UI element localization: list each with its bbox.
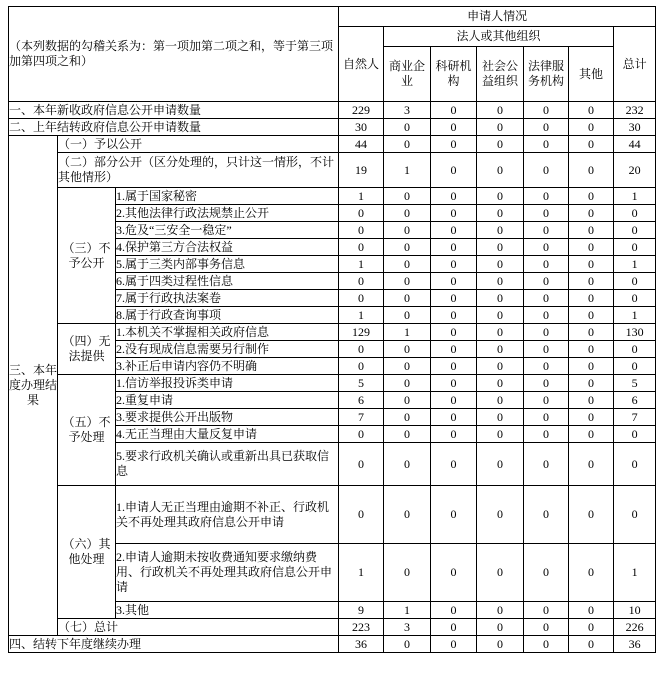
cell-value: 0 xyxy=(431,409,477,426)
cell-value: 0 xyxy=(431,341,477,358)
cell-value: 223 xyxy=(339,619,384,636)
cell-value: 0 xyxy=(524,153,569,188)
cell-value: 0 xyxy=(477,188,524,205)
cell-value: 0 xyxy=(569,273,614,290)
cell-value: 0 xyxy=(614,222,656,239)
cell-value: 0 xyxy=(431,486,477,544)
cell-value: 0 xyxy=(384,375,431,392)
cell-value: 0 xyxy=(614,205,656,222)
row-label-item: 1.申请人无正当理由逾期不补正、行政机关不再处理其政府信息公开申请 xyxy=(116,486,339,544)
header-legal-group: 法人或其他组织 xyxy=(384,27,614,47)
table-row xyxy=(9,636,656,653)
row-label-item: 2.其他法律行政法规禁止公开 xyxy=(116,205,339,222)
cell-value: 0 xyxy=(384,409,431,426)
cell-value: 7 xyxy=(339,409,384,426)
header-total: 总计 xyxy=(614,27,656,102)
cell-value: 0 xyxy=(569,636,614,653)
row-label-item: 1.本机关不掌握相关政府信息 xyxy=(116,324,339,341)
cell-value: 0 xyxy=(477,358,524,375)
cell-value: 0 xyxy=(384,544,431,602)
cell-value: 0 xyxy=(477,222,524,239)
cell-value: 0 xyxy=(431,290,477,307)
header-commercial: 商业企业 xyxy=(384,47,431,102)
cell-value: 0 xyxy=(614,341,656,358)
cell-value: 0 xyxy=(431,222,477,239)
cell-value: 0 xyxy=(384,222,431,239)
cell-value: 0 xyxy=(524,222,569,239)
cell-value: 0 xyxy=(614,443,656,486)
row-label-g6: （六）其他处理 xyxy=(58,486,116,619)
cell-value: 0 xyxy=(524,486,569,544)
cell-value: 0 xyxy=(524,409,569,426)
cell-value: 0 xyxy=(524,188,569,205)
cell-value: 0 xyxy=(569,619,614,636)
table-header-row-1 xyxy=(9,7,656,27)
table-row xyxy=(9,119,656,136)
header-research: 科研机构 xyxy=(431,47,477,102)
cell-value: 0 xyxy=(384,307,431,324)
cell-value: 6 xyxy=(614,392,656,409)
cell-value: 0 xyxy=(384,205,431,222)
cell-value: 0 xyxy=(431,324,477,341)
cell-value: 0 xyxy=(384,273,431,290)
row-label-g4: （四）无法提供 xyxy=(58,324,116,375)
cell-value: 0 xyxy=(569,102,614,119)
cell-value: 0 xyxy=(384,188,431,205)
cell-value: 0 xyxy=(431,619,477,636)
cell-value: 0 xyxy=(384,290,431,307)
cell-value: 0 xyxy=(431,119,477,136)
row-label-item: 3.要求提供公开出版物 xyxy=(116,409,339,426)
row-label-item: 2.没有现成信息需要另行制作 xyxy=(116,341,339,358)
cell-value: 0 xyxy=(384,392,431,409)
cell-value: 1 xyxy=(339,544,384,602)
row-label-item: 3.其他 xyxy=(116,602,339,619)
cell-value: 0 xyxy=(339,222,384,239)
gov-info-disclosure-table xyxy=(8,6,656,653)
cell-value: 0 xyxy=(477,636,524,653)
cell-value: 0 xyxy=(431,602,477,619)
cell-value: 0 xyxy=(524,324,569,341)
row-label-new-received: 一、本年新收政府信息公开申请数量 xyxy=(9,102,339,119)
cell-value: 7 xyxy=(614,409,656,426)
cell-value: 0 xyxy=(477,290,524,307)
table-row xyxy=(9,102,656,119)
cell-value: 1 xyxy=(339,188,384,205)
cell-value: 0 xyxy=(339,239,384,256)
cell-value: 0 xyxy=(384,256,431,273)
cell-value: 0 xyxy=(431,358,477,375)
cell-value: 0 xyxy=(431,375,477,392)
cell-value: 30 xyxy=(339,119,384,136)
cell-value: 0 xyxy=(477,341,524,358)
cell-value: 0 xyxy=(431,188,477,205)
cell-value: 0 xyxy=(569,392,614,409)
cell-value: 10 xyxy=(614,602,656,619)
cell-value: 36 xyxy=(614,636,656,653)
cell-value: 0 xyxy=(384,136,431,153)
cell-value: 0 xyxy=(524,544,569,602)
cell-value: 0 xyxy=(477,409,524,426)
cell-value: 0 xyxy=(477,324,524,341)
cell-value: 0 xyxy=(384,341,431,358)
cell-value: 0 xyxy=(524,119,569,136)
cell-value: 232 xyxy=(614,102,656,119)
cell-value: 0 xyxy=(477,375,524,392)
cell-value: 0 xyxy=(384,119,431,136)
row-label-item: 2.申请人逾期未按收费通知要求缴纳费用、行政机关不再处理其政府信息公开申请 xyxy=(116,544,339,602)
cell-value: 0 xyxy=(524,290,569,307)
cell-value: 0 xyxy=(431,256,477,273)
row-label-item: 5.属于三类内部事务信息 xyxy=(116,256,339,273)
row-label-item: 6.属于四类过程性信息 xyxy=(116,273,339,290)
cell-value: 0 xyxy=(339,486,384,544)
cell-value: 0 xyxy=(477,486,524,544)
cell-value: 0 xyxy=(524,256,569,273)
cell-value: 0 xyxy=(569,307,614,324)
row-label-g7: （七）总计 xyxy=(58,619,339,636)
cell-value: 0 xyxy=(477,256,524,273)
cell-value: 0 xyxy=(569,544,614,602)
cell-value: 0 xyxy=(569,188,614,205)
table-row xyxy=(9,375,656,392)
cell-value: 1 xyxy=(384,602,431,619)
row-label-item: 5.要求行政机关确认或重新出具已获取信息 xyxy=(116,443,339,486)
cell-value: 0 xyxy=(524,239,569,256)
cell-value: 0 xyxy=(569,205,614,222)
cell-value: 3 xyxy=(384,102,431,119)
header-other: 其他 xyxy=(569,47,614,102)
cell-value: 0 xyxy=(431,307,477,324)
cell-value: 226 xyxy=(614,619,656,636)
cell-value: 0 xyxy=(384,636,431,653)
cell-value: 3 xyxy=(384,619,431,636)
cell-value: 0 xyxy=(477,239,524,256)
row-label-item: 8.属于行政查询事项 xyxy=(116,307,339,324)
cell-value: 0 xyxy=(431,273,477,290)
header-natural-person: 自然人 xyxy=(339,27,384,102)
cell-value: 0 xyxy=(569,222,614,239)
cell-value: 0 xyxy=(524,273,569,290)
row-label-item: 2.重复申请 xyxy=(116,392,339,409)
cell-value: 0 xyxy=(384,239,431,256)
cell-value: 0 xyxy=(524,619,569,636)
table-row xyxy=(9,324,656,341)
cell-value: 0 xyxy=(569,443,614,486)
cell-value: 1 xyxy=(339,256,384,273)
cell-value: 0 xyxy=(339,341,384,358)
cell-value: 0 xyxy=(477,153,524,188)
cell-value: 0 xyxy=(524,443,569,486)
cell-value: 0 xyxy=(569,239,614,256)
cell-value: 0 xyxy=(569,324,614,341)
cell-value: 0 xyxy=(431,153,477,188)
cell-value: 0 xyxy=(569,602,614,619)
cell-value: 0 xyxy=(477,119,524,136)
cell-value: 0 xyxy=(431,636,477,653)
row-label-item: 3.危及“三安全一稳定” xyxy=(116,222,339,239)
cell-value: 0 xyxy=(339,205,384,222)
cell-value: 1 xyxy=(614,544,656,602)
cell-value: 0 xyxy=(431,392,477,409)
cell-value: 0 xyxy=(614,358,656,375)
cell-value: 0 xyxy=(431,443,477,486)
cell-value: 0 xyxy=(614,273,656,290)
cell-value: 0 xyxy=(431,544,477,602)
cell-value: 0 xyxy=(524,341,569,358)
cell-value: 0 xyxy=(477,392,524,409)
cell-value: 0 xyxy=(431,426,477,443)
table-row xyxy=(9,136,656,153)
cell-value: 0 xyxy=(477,273,524,290)
header-applicant-group: 申请人情况 xyxy=(339,7,656,27)
cell-value: 6 xyxy=(339,392,384,409)
cell-value: 0 xyxy=(569,290,614,307)
cell-value: 0 xyxy=(431,239,477,256)
cell-value: 20 xyxy=(614,153,656,188)
row-label-item: 1.属于国家秘密 xyxy=(116,188,339,205)
cell-value: 0 xyxy=(569,409,614,426)
cell-value: 30 xyxy=(614,119,656,136)
cell-value: 0 xyxy=(569,136,614,153)
cell-value: 0 xyxy=(477,544,524,602)
cell-value: 0 xyxy=(569,486,614,544)
row-label-carried-over: 二、上年结转政府信息公开申请数量 xyxy=(9,119,339,136)
cell-value: 0 xyxy=(431,205,477,222)
balance-note: （本列数据的勾稽关系为：第一项加第二项之和，等于第三项加第四项之和） xyxy=(9,7,339,102)
cell-value: 0 xyxy=(524,307,569,324)
cell-value: 0 xyxy=(524,636,569,653)
cell-value: 0 xyxy=(477,426,524,443)
row-label-item: 3.补正后申请内容仍不明确 xyxy=(116,358,339,375)
row-label-item: 4.保护第三方合法权益 xyxy=(116,239,339,256)
table-row xyxy=(9,188,656,205)
cell-value: 0 xyxy=(524,426,569,443)
cell-value: 36 xyxy=(339,636,384,653)
cell-value: 0 xyxy=(477,136,524,153)
row-label-g2: （二）部分公开（区分处理的，只计这一情形，不计其他情形） xyxy=(58,153,339,188)
row-label-g1: （一）予以公开 xyxy=(58,136,339,153)
cell-value: 129 xyxy=(339,324,384,341)
cell-value: 0 xyxy=(569,153,614,188)
cell-value: 1 xyxy=(614,188,656,205)
cell-value: 0 xyxy=(477,205,524,222)
cell-value: 229 xyxy=(339,102,384,119)
cell-value: 0 xyxy=(339,443,384,486)
cell-value: 0 xyxy=(477,307,524,324)
cell-value: 0 xyxy=(569,341,614,358)
cell-value: 0 xyxy=(569,375,614,392)
table-row xyxy=(9,153,656,188)
cell-value: 44 xyxy=(339,136,384,153)
cell-value: 0 xyxy=(384,426,431,443)
cell-value: 0 xyxy=(477,602,524,619)
cell-value: 0 xyxy=(339,273,384,290)
header-legal-service: 法律服务机构 xyxy=(524,47,569,102)
cell-value: 0 xyxy=(384,443,431,486)
row-label-next-year: 四、结转下年度继续办理 xyxy=(9,636,339,653)
cell-value: 0 xyxy=(431,136,477,153)
cell-value: 5 xyxy=(339,375,384,392)
cell-value: 44 xyxy=(614,136,656,153)
row-label-section-3: 三、本年度办理结果 xyxy=(9,136,58,636)
cell-value: 0 xyxy=(569,426,614,443)
row-label-item: 1.信访举报投诉类申请 xyxy=(116,375,339,392)
row-label-item: 7.属于行政执法案卷 xyxy=(116,290,339,307)
cell-value: 0 xyxy=(477,102,524,119)
cell-value: 0 xyxy=(614,486,656,544)
cell-value: 9 xyxy=(339,602,384,619)
cell-value: 5 xyxy=(614,375,656,392)
table-row xyxy=(9,619,656,636)
cell-value: 0 xyxy=(524,392,569,409)
cell-value: 0 xyxy=(384,486,431,544)
cell-value: 0 xyxy=(614,239,656,256)
cell-value: 0 xyxy=(524,205,569,222)
cell-value: 0 xyxy=(569,358,614,375)
cell-value: 0 xyxy=(384,358,431,375)
cell-value: 0 xyxy=(339,290,384,307)
row-label-item: 4.无正当理由大量反复申请 xyxy=(116,426,339,443)
cell-value: 1 xyxy=(614,307,656,324)
cell-value: 0 xyxy=(524,136,569,153)
cell-value: 0 xyxy=(614,290,656,307)
cell-value: 1 xyxy=(339,307,384,324)
cell-value: 0 xyxy=(524,375,569,392)
row-label-g5: （五）不予处理 xyxy=(58,375,116,486)
table-row xyxy=(9,486,656,544)
cell-value: 0 xyxy=(614,426,656,443)
cell-value: 0 xyxy=(569,256,614,273)
cell-value: 0 xyxy=(339,426,384,443)
cell-value: 0 xyxy=(524,358,569,375)
header-public-welfare: 社会公益组织 xyxy=(477,47,524,102)
cell-value: 1 xyxy=(384,153,431,188)
cell-value: 0 xyxy=(477,443,524,486)
cell-value: 19 xyxy=(339,153,384,188)
cell-value: 130 xyxy=(614,324,656,341)
cell-value: 1 xyxy=(614,256,656,273)
cell-value: 0 xyxy=(569,119,614,136)
row-label-g3: （三）不予公开 xyxy=(58,188,116,324)
cell-value: 0 xyxy=(524,102,569,119)
cell-value: 0 xyxy=(339,358,384,375)
cell-value: 0 xyxy=(477,619,524,636)
cell-value: 0 xyxy=(524,602,569,619)
cell-value: 0 xyxy=(431,102,477,119)
cell-value: 1 xyxy=(384,324,431,341)
